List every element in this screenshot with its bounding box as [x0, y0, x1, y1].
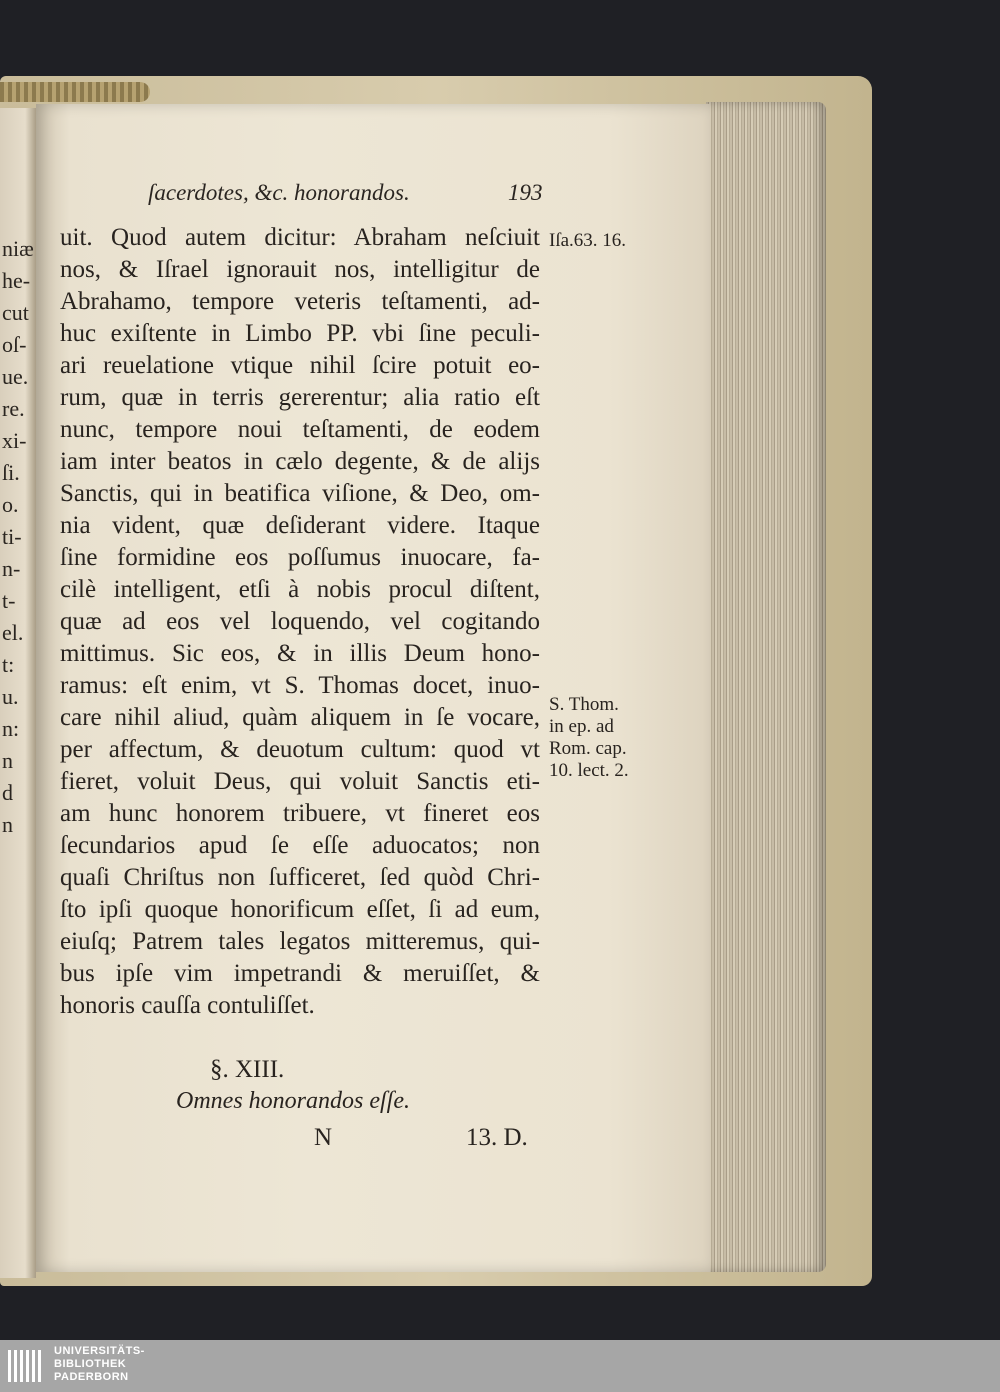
left-page-fragment: he-: [2, 268, 31, 293]
text-line: Abrahamo, tempore veteris teſtamenti, ad-: [60, 288, 540, 315]
left-page-fragment: xi-: [2, 428, 27, 453]
left-page-fragment: u.: [2, 684, 19, 709]
text-line: honoris cauſſa contuliſſet.: [60, 992, 315, 1019]
text-line: eiuſq; Patrem tales legatos mitteremus, qui-: [60, 928, 540, 955]
left-page-fragment: t:: [2, 652, 15, 677]
section-title: Omnes honorandos eſſe.: [176, 1088, 410, 1114]
text-line: per affectum, & deuotum cultum: quod vt: [60, 736, 540, 763]
text-line: ari reuelatione vtique nihil ſcire potuit eo-: [60, 352, 540, 379]
text-line: Sanctis, qui in beatifica viſione, & Deo, om-: [60, 480, 540, 507]
left-page-fragment: cut: [2, 300, 29, 325]
text-line: uit. Quod autem dicitur: Abraham neſciuit: [60, 224, 540, 251]
library-name-line: PADERBORN: [54, 1371, 129, 1383]
text-line: nia vident, quæ deſiderant videre. Itaque: [60, 512, 540, 539]
margin-note-thomas-line: in ep. ad: [549, 716, 614, 737]
text-line: ramus: eſt enim, vt S. Thomas docet, inuo-: [60, 672, 540, 699]
page-number: 193: [508, 180, 543, 205]
left-page-fragment: niæ: [2, 236, 34, 261]
text-line: iam inter beatos in cælo degente, & de alijs: [60, 448, 540, 475]
text-line: rum, quæ in terris gererentur; alia ratio eſt: [60, 384, 540, 411]
left-page-fragment: ſi.: [2, 460, 20, 485]
margin-note-thomas-line: 10. lect. 2.: [549, 760, 629, 781]
page-edges: [706, 102, 826, 1272]
text-line: bus ipſe vim impetrandi & meruiſſet, &: [60, 960, 540, 987]
running-head: ſacerdotes, &c. honorandos.: [148, 180, 410, 205]
margin-note-isaiah: Iſa.63. 16.: [549, 230, 627, 251]
text-line: nos, & Iſrael ignorauit nos, intelligitur de: [60, 256, 540, 283]
left-page-fragment: t-: [2, 588, 16, 613]
printer-signature: N: [314, 1124, 333, 1151]
text-line: am hunc honorem tribuere, vt fineret eos: [60, 800, 540, 827]
text-line: nunc, tempore noui teſtamenti, de eodem: [60, 416, 540, 443]
text-line: care nihil aliud, quàm aliquem in ſe vocare,: [60, 704, 540, 731]
text-line: fieret, voluit Deus, qui voluit Sanctis eti-: [60, 768, 540, 795]
book-headband: [0, 82, 150, 102]
library-name-line: BIBLIOTHEK: [54, 1358, 127, 1370]
margin-note-thomas-line: Rom. cap.: [549, 738, 627, 759]
margin-note-thomas-line: S. Thom.: [549, 694, 619, 715]
left-page-fragment: n:: [2, 716, 20, 741]
text-line: quaſi Chriſtus non ſufficeret, ſed quòd Chri-: [60, 864, 540, 891]
left-page-fragment: n: [2, 812, 13, 837]
text-line: ſecundarios apud ſe eſſe aduocatos; non: [60, 832, 540, 859]
library-name-line: UNIVERSITÄTS-: [54, 1345, 145, 1357]
library-logo-icon: [6, 1346, 46, 1386]
text-line: mittimus. Sic eos, & in illis Deum hono-: [60, 640, 540, 667]
text-line: ſto ipſi quoque honorificum eſſet, ſi ad eum,: [60, 896, 540, 923]
catchword: 13. D.: [466, 1124, 528, 1151]
left-page-fragment: el.: [2, 620, 24, 645]
left-page-fragment: o.: [2, 492, 19, 517]
left-page-fragment: n-: [2, 556, 21, 581]
text-line: quæ ad eos vel loquendo, vel cogitando: [60, 608, 540, 635]
left-page-fragment: n: [2, 748, 13, 773]
text-line: ſine formidine eos poſſumus inuocare, fa-: [60, 544, 540, 571]
left-page-fragment: oſ-: [2, 332, 27, 357]
left-page: [0, 108, 36, 1278]
left-page-fragment: d: [2, 780, 13, 805]
section-mark: §. XIII.: [210, 1056, 285, 1083]
text-line: cilè intelligent, etſi à nobis procul diſtent,: [60, 576, 540, 603]
text-line: huc exiſtente in Limbo PP. vbi ſine peculi-: [60, 320, 540, 347]
left-page-fragment: re.: [2, 396, 25, 421]
left-page-fragment: ue.: [2, 364, 29, 389]
left-page-fragment: ti-: [2, 524, 22, 549]
